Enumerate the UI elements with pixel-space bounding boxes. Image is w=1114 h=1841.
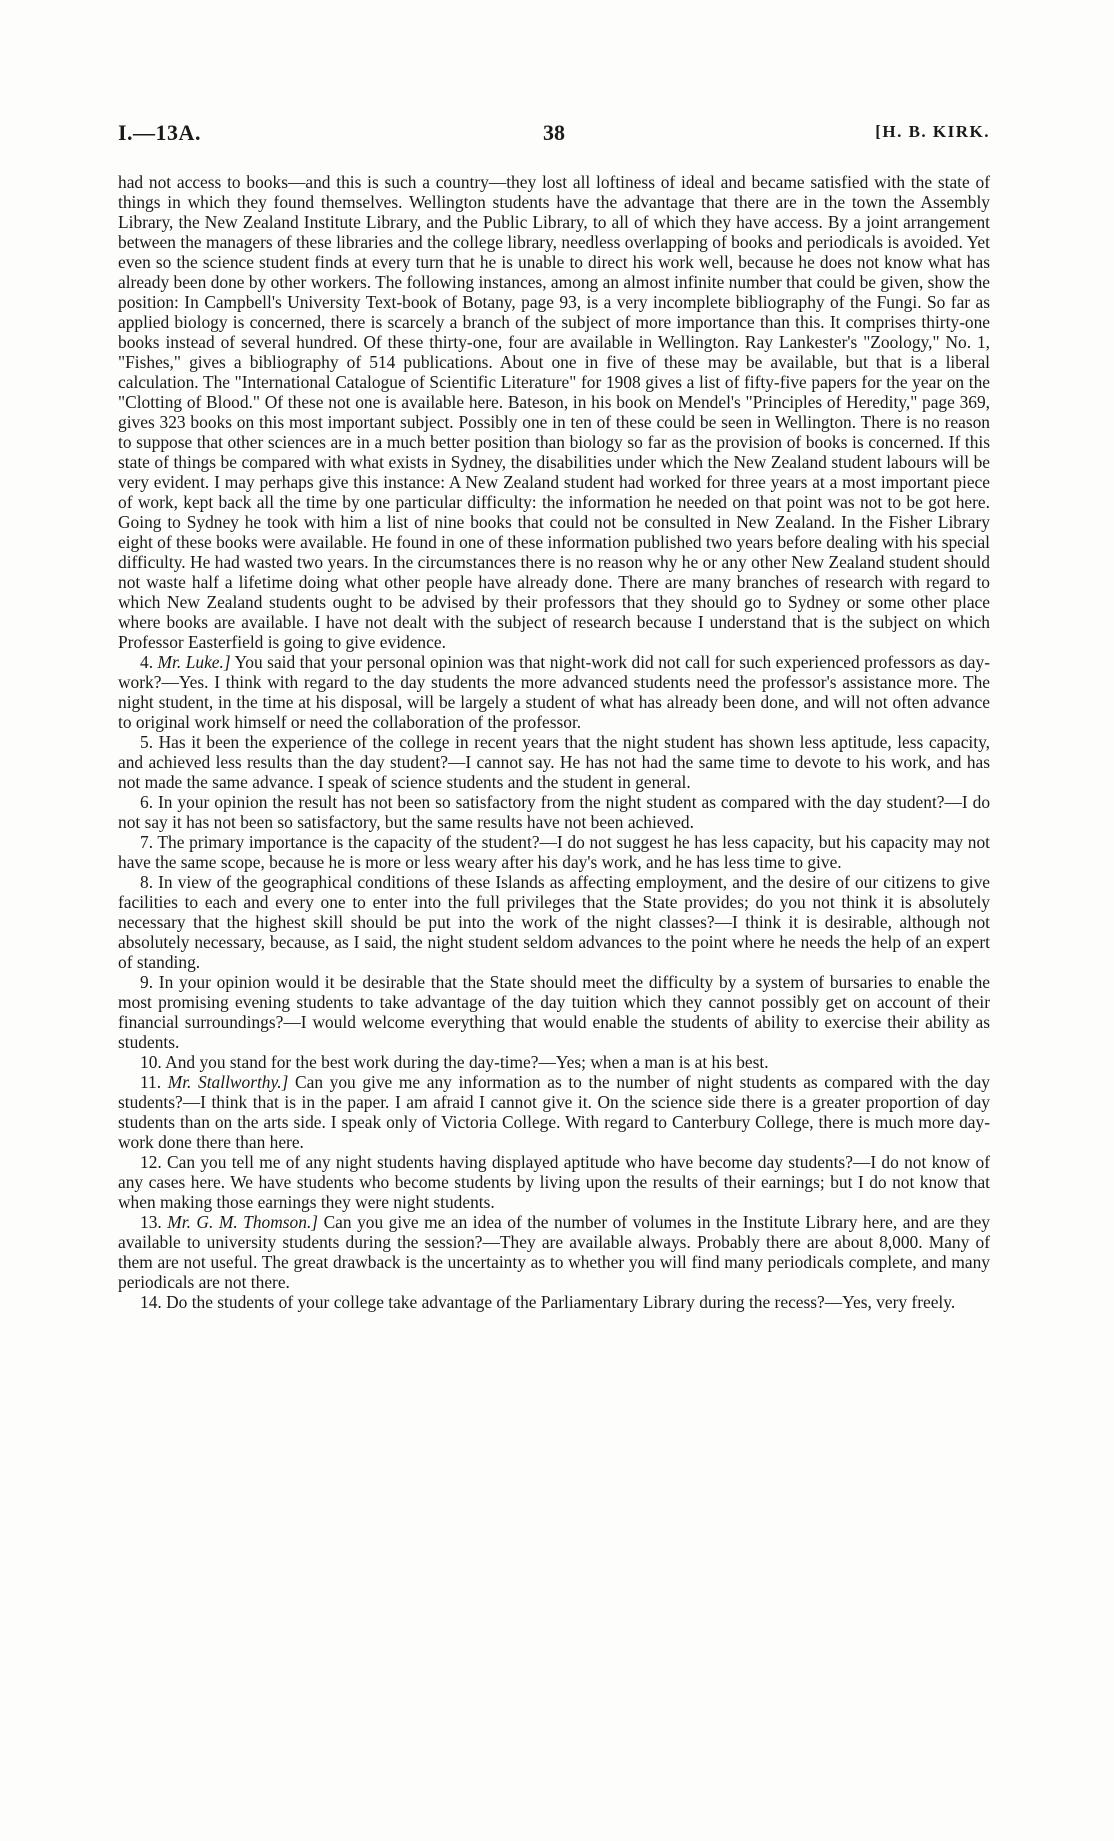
speaker-name: Mr. Luke.] [157,652,231,672]
question-paragraph [118,972,990,1052]
question-number: 6. [140,792,158,812]
intro-paragraph: had not access to books—and this is such a country—they lost all loftiness of ideal and became satisfied with the state of things in which they found themselves. Wellington students have the advantage that there are in the town the Assembly Library, the New Zealand Institute Library, and the Public Library, to all of which they have access. By a joint arrangement between the managers of these libraries and the college library, needless overlapping of books and periodicals is avoided. Yet even so the science student finds at every turn that he is unable to direct his work well, because he does not know what has already been done by other workers. The following instances, among an almost infinite number that could be given, show the position: In Campbell's University Text-book of Botany, page 93, is a very incomplete bibliography of the Fungi. So far as applied biology is concerned, there is scarcely a branch of the subject of more importance than this. It comprises thirty-one books instead of several hundred. Of these thirty-one, four are available in Wellington. Ray Lankester's "Zoology," No. 1, "Fishes," gives a bibliography of 514 publications. About one in five of these may be available, but that is a liberal calculation. The "International Catalogue of Scientific Literature" for 1908 gives a list of fifty-five papers for the year on the "Clotting of Blood." Of these not one is available here. Bateson, in his book on Mendel's "Principles of Heredity," page 369, gives 323 books on this most important subject. Possibly one in ten of these could be seen in Wellington. There is no reason to suppose that other sciences are in a much better position than biology so far as the provision of books is concerned. If this state of things be compared with what exists in Sydney, the disabilities under which the New Zealand student labours will be very evident. I may perhaps give this instance: A New Zealand student had worked for three years at a most important piece of work, kept back all the time by one particular difficulty: the information he needed on that point was not to be got here. Going to Sydney he took with him a list of nine books that could not be consulted in New Zealand. In the Fisher Library eight of these books were available. He found in one of these information published two years before dealing with his special difficulty. He had wasted two years. In the circumstances there is no reason why he or any other New Zealand student should not waste half a lifetime doing what other people have already done. There are many branches of research with regard to which New Zealand students ought to be advised by their professors that they should go to Sydney or some other place where books are available. I have not dealt with the subject of research because I understand that is the subject on which Professor Easterfield is going to give evidence. [118,172,990,652]
question-paragraph [118,1292,990,1312]
question-text: Do the students of your college take advantage of the Parliamentary Library during the recess?—Yes, very freely. [166,1292,956,1312]
witness-name: [H. B. KIRK. [875,122,990,141]
document-reference: I.—13A. [118,120,201,145]
question-paragraph [118,1152,990,1212]
question-number: 12. [140,1152,168,1172]
page-header [118,120,990,150]
question-number: 8. [140,872,159,892]
question-paragraph [118,792,990,832]
question-text: In your opinion would it be desirable that the State should meet the difficulty by a system of bursaries to enable the most promising evening students to take advantage of the day tuition which they cannot possibly get on account of their financial surroundings?—I would welcome everything that would enable the students of ability to exercise their ability as students. [118,972,990,1052]
question-text: In your opinion the result has not been so satisfactory from the night student as compared with the day student?—I do not say it has not been so satisfactory, but the same results have not been achieved. [118,792,991,832]
question-paragraph [118,652,990,732]
question-paragraph [118,1212,990,1292]
question-number: 7. [140,832,158,852]
question-paragraph [118,732,990,792]
question-text: And you stand for the best work during the day-time?—Yes; when a man is at his best. [165,1052,769,1072]
question-number: 5. [140,732,159,752]
question-number: 9. [140,972,159,992]
question-text: Can you tell me of any night students having displayed aptitude who have become day students?—I do not know of any cases here. We have students who become students by living upon the results of their earnings; but I do not know that when making those earnings they were night students. [118,1152,990,1212]
question-number: 14. [140,1292,167,1312]
question-paragraph [118,1072,990,1152]
question-text: The primary importance is the capacity of the student?—I do not suggest he has less capacity, but his capacity may not have the same scope, because he is more or less weary after his day's work, and he has less time to give. [118,832,990,872]
question-text: In view of the geographical conditions of these Islands as affecting employment, and the desire of our citizens to give facilities to each and every one to enter into the full privileges that the State provides; do you not think it is absolutely necessary that the highest skill should be put into the work of the night classes?—I think it is desirable, although not absolutely necessary, because, as I said, the night student seldom advances to the point where he needs the help of an expert of standing. [118,872,991,972]
question-text: Can you give me an idea of the number of volumes in the Institute Library here, and are they available to university students during the session?—They are available always. Probably there are about 8,000. Many of them are not useful. The great drawback is the uncertainty as to whether you will find many periodicals complete, and many periodicals are not there. [118,1212,991,1292]
question-paragraph [118,1052,990,1072]
question-text: Has it been the experience of the college in recent years that the night student has shown less aptitude, less capacity, and achieved less results than the day student?—I cannot say. He has not had the same time to devote to his work, and has not made the same advance. I speak of science students and the student in general. [118,732,991,792]
question-list [118,652,990,1312]
page-number: 38 [543,120,565,145]
question-number: 11. [140,1072,168,1092]
question-number: 10. [140,1052,166,1072]
question-text: Can you give me any information as to the number of night students as compared with the day students?—I think that is in the paper. I am afraid I cannot give it. On the science side there is a greater proportion of day students than on the arts side. I speak only of Victoria College. With regard to Canterbury College, there is much more day-work done there than here. [118,1072,990,1152]
question-number: 4. [140,652,158,672]
question-paragraph [118,872,990,972]
speaker-name: Mr. Stallworthy.] [167,1072,289,1092]
question-text: You said that your personal opinion was that night-work did not call for such experienced professors as day-work?—Yes. I think with regard to the day students the more advanced students need the professor's assistance more. The night student, in the time at his disposal, will be largely a student of what has already been done, and will not often advance to original work himself or need the collaboration of the professor. [118,652,990,732]
question-number: 13. [140,1212,168,1232]
speaker-name: Mr. G. M. Thomson.] [167,1212,319,1232]
document-body [118,172,990,1312]
question-paragraph [118,832,990,872]
